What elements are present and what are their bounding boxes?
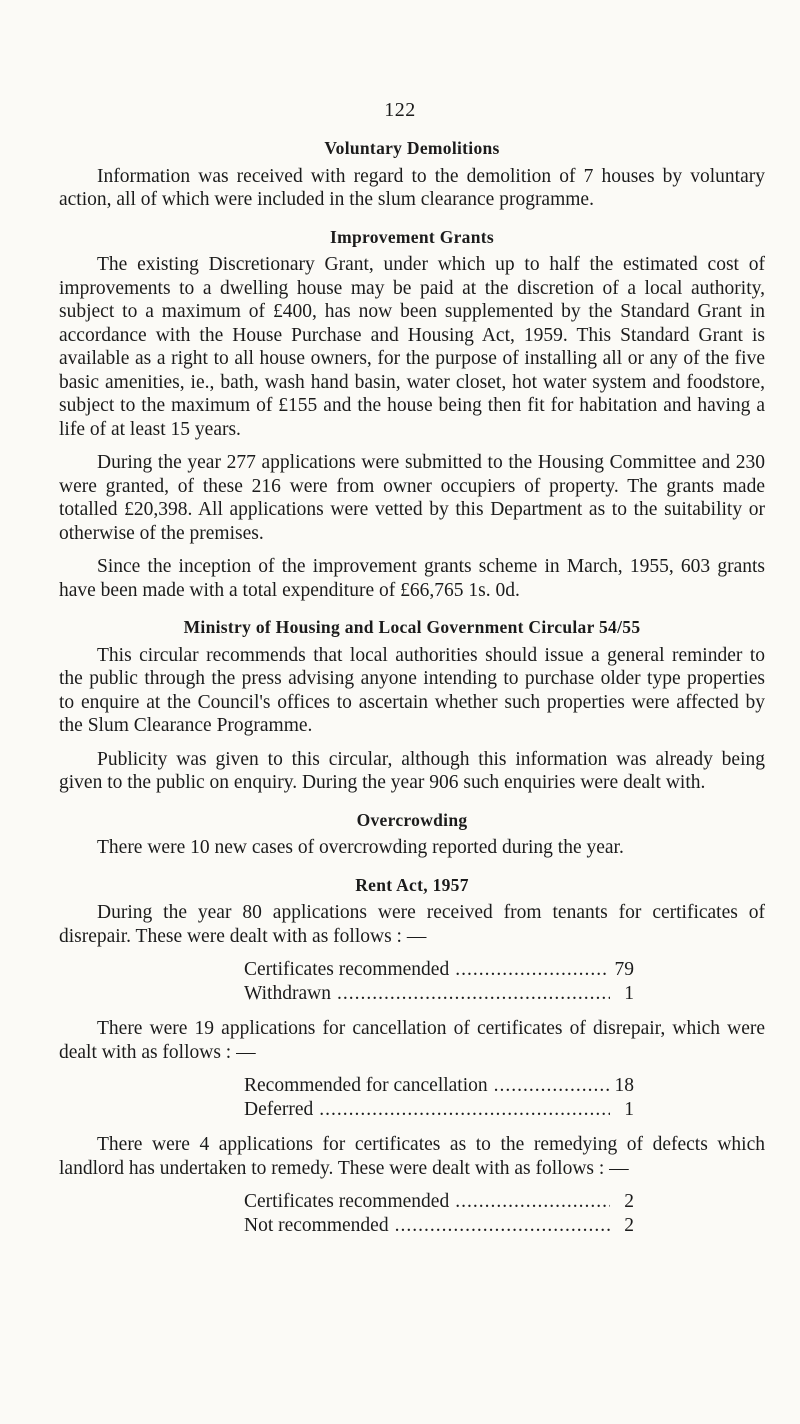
leader-dots	[455, 958, 608, 982]
section-ministry-circular	[59, 616, 765, 795]
leader-dots	[337, 982, 610, 1006]
list-item-label: Certificates recommended	[244, 959, 450, 980]
paragraph: This circular recommends that local authorities should issue a general reminder to the public through the press advising anyone intending to purchase older type properties to enquire at the Council's offices to ascertain whether such properties were affected by the Slum Clearance Programme.	[59, 644, 765, 736]
leader-dots	[494, 1074, 609, 1098]
list-item-value: 2	[624, 1214, 634, 1236]
section-voluntary-demolitions	[59, 137, 765, 212]
section-heading: Ministry of Housing and Local Government Circular 54/55	[183, 617, 641, 637]
list-item-value: 2	[624, 1191, 634, 1212]
section-heading: Overcrowding	[356, 809, 468, 830]
list-item-value: 79	[614, 959, 634, 980]
paragraph: There were 19 applications for cancellation of certificates of disrepair, which were dealt with as follows : —	[59, 1018, 765, 1063]
list-item	[244, 1074, 634, 1098]
paragraph: During the year 277 applications were submitted to the Housing Committee and 230 were granted, of these 216 were from owner occupiers of property. The grants made totalled £20,398. All applications were vetted by this Department as to the suitability or otherwise of the premises.	[59, 452, 765, 544]
list-item-label: Deferred	[244, 1098, 314, 1120]
paragraph: Information was received with regard to the demolition of 7 houses by voluntary action, all of which were included in the slum clearance programme.	[59, 165, 765, 210]
paragraph: There were 4 applications for certificates as to the remedying of defects which landlord has undertaken to remedy. These were dealt with as follows : —	[59, 1134, 765, 1179]
list-item-label: Not recommended	[244, 1214, 389, 1236]
list-item	[244, 1214, 634, 1238]
section-rent-act	[59, 874, 765, 1238]
remedy-results-list	[59, 1190, 634, 1237]
page-number: 122	[384, 99, 416, 121]
document-body	[59, 137, 765, 1251]
list-item-value: 18	[614, 1075, 634, 1096]
paragraph: Since the inception of the improvement grants scheme in March, 1955, 603 grants have been made with a total expenditure of £66,765 1s. 0d.	[59, 556, 765, 601]
list-item	[244, 982, 634, 1006]
list-item-label: Withdrawn	[244, 982, 331, 1004]
paragraph: There were 10 new cases of overcrowding reported during the year.	[97, 837, 624, 858]
cancellation-results-list	[59, 1074, 634, 1121]
list-item	[244, 1190, 634, 1214]
list-item	[244, 958, 634, 982]
section-heading: Improvement Grants	[329, 226, 495, 247]
list-item	[244, 1098, 634, 1122]
disrepair-results-list	[59, 958, 634, 1005]
paragraph: During the year 80 applications were received from tenants for certificates of disrepair. These were dealt with as follows : —	[59, 902, 765, 947]
section-heading: Voluntary Demolitions	[324, 138, 500, 158]
leader-dots	[319, 1098, 610, 1122]
paragraph: Publicity was given to this circular, although this information was already being given to the public on enquiry. During the year 906 such enquiries were dealt with.	[59, 748, 765, 793]
list-item-label: Certificates recommended	[244, 1191, 450, 1212]
paragraph: The existing Discretionary Grant, under which up to half the estimated cost of improvements to a dwelling house may be paid at the discretion of a local authority, subject to a maximum of £400, has now been supplemented by the Standard Grant in accordance with the House Purchase and Housing Act, 1959. This Standard Grant is available as a right to all house owners, for the purpose of installing all or any of the five basic amenities, ie., bath, wash hand basin, water closet, hot water system and foodstore, subject to the maximum of £155 and the house being then fit for habitation and having a life of at least 15 years.	[59, 254, 765, 440]
leader-dots	[395, 1214, 610, 1238]
section-overcrowding	[59, 809, 765, 860]
list-item-value: 1	[624, 1098, 634, 1120]
list-item-label: Recommended for cancellation	[244, 1075, 488, 1096]
leader-dots	[455, 1190, 610, 1214]
list-item-value: 1	[624, 982, 634, 1004]
section-improvement-grants	[59, 226, 765, 603]
section-heading: Rent Act, 1957	[355, 874, 469, 895]
